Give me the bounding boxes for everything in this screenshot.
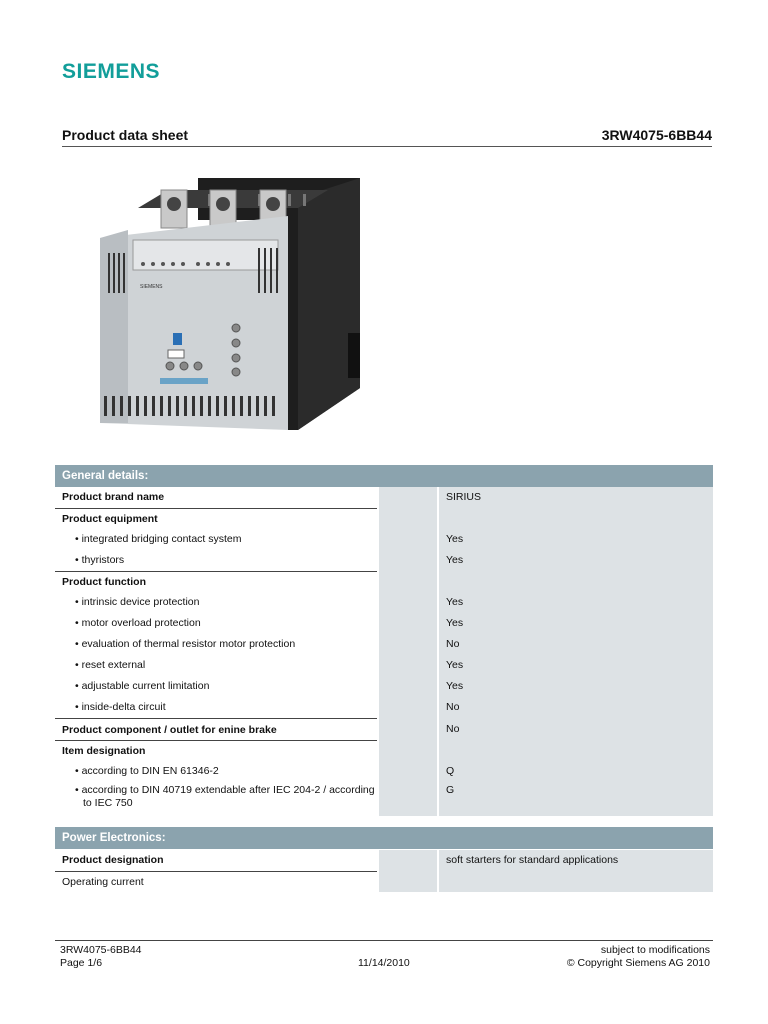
table-row: Operating current <box>55 871 713 892</box>
power-electronics-table <box>55 850 713 892</box>
section-header-general: General details: <box>55 465 713 487</box>
footer-right <box>567 944 710 969</box>
table-row: • integrated bridging contact system Yes <box>55 529 713 550</box>
product-code: 3RW4075-6BB44 <box>601 127 712 143</box>
table-row: Product function <box>55 571 713 592</box>
siemens-logo: SIEMENS <box>62 60 161 83</box>
page-title: Product data sheet <box>62 127 189 143</box>
footer-product-code: 3RW4075-6BB44 <box>60 944 142 956</box>
table-row: Product equipment <box>55 508 713 529</box>
table-row: Product designation soft starters for standard applications <box>55 850 713 871</box>
footer-note: subject to modifications <box>600 944 710 956</box>
table-row: Product brand name SIRIUS <box>55 487 713 508</box>
footer-divider <box>55 940 713 941</box>
footer-left <box>60 944 142 969</box>
section-header-power: Power Electronics: <box>55 827 713 849</box>
general-details-table <box>55 487 713 816</box>
footer-date: 11/14/2010 <box>358 957 410 969</box>
table-row: • reset external Yes <box>55 655 713 676</box>
page-header <box>62 127 712 147</box>
table-row: • motor overload protection Yes <box>55 613 713 634</box>
table-row: • intrinsic device protection Yes <box>55 592 713 613</box>
table-row: • according to DIN EN 61346-2 Q <box>55 761 713 782</box>
table-row: Product component / outlet for enine brake No <box>55 718 713 740</box>
table-row: Item designation <box>55 740 713 761</box>
product-image <box>98 168 364 438</box>
table-row: • according to DIN 40719 extendable after IEC 204-2 / according to IEC 750 G <box>55 782 713 816</box>
table-row: • adjustable current limitation Yes <box>55 676 713 697</box>
table-row: • thyristors Yes <box>55 550 713 571</box>
footer-copyright: © Copyright Siemens AG 2010 <box>566 956 710 969</box>
table-row: • evaluation of thermal resistor motor protection No <box>55 634 713 655</box>
table-row: • inside-delta circuit No <box>55 697 713 718</box>
footer-page-number: Page 1/6 <box>60 956 103 969</box>
device-label: SIEMENS <box>140 284 163 290</box>
